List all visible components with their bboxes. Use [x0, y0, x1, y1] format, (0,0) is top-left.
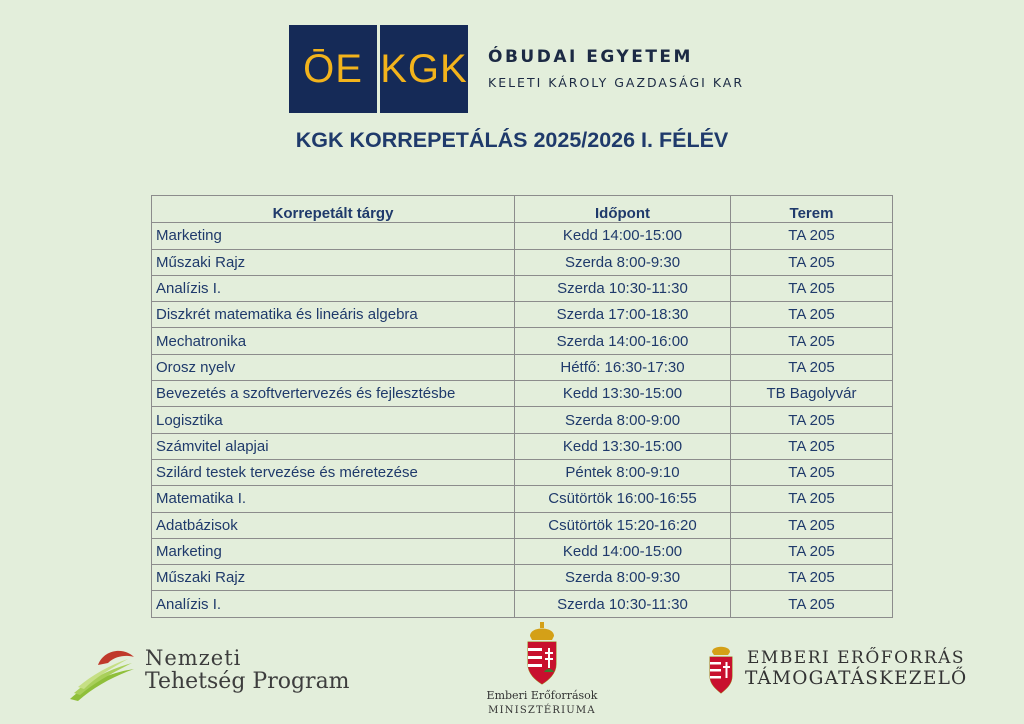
room-cell: TA 205	[731, 459, 893, 485]
time-cell: Kedd 13:30-15:00	[515, 381, 731, 407]
room-cell: TA 205	[731, 433, 893, 459]
table-row	[152, 381, 893, 407]
table-row	[152, 249, 893, 275]
university-name: ÓBUDAI EGYETEM	[488, 47, 693, 67]
room-cell: TA 205	[731, 486, 893, 512]
subject-cell: Műszaki Rajz	[152, 565, 515, 591]
column-header-room: Terem	[731, 196, 893, 223]
table-row	[152, 275, 893, 301]
eet-coat-of-arms-icon	[706, 642, 736, 696]
time-cell: Szerda 10:30-11:30	[515, 275, 731, 301]
subject-cell: Logisztika	[152, 407, 515, 433]
time-cell: Szerda 8:00-9:30	[515, 565, 731, 591]
subject-cell: Diszkrét matematika és lineáris algebra	[152, 302, 515, 328]
ministry-logo	[462, 622, 622, 722]
faculty-name: KELETI KÁROLY GAZDASÁGI KAR	[488, 75, 745, 90]
subject-cell: Analízis I.	[152, 591, 515, 617]
subject-cell: Műszaki Rajz	[152, 249, 515, 275]
kgk-logo-text: KGK	[380, 46, 468, 91]
coat-of-arms-icon	[522, 622, 562, 686]
subject-cell: Marketing	[152, 538, 515, 564]
table-row	[152, 565, 893, 591]
ntp-swoosh-icon	[68, 643, 143, 703]
room-cell: TA 205	[731, 591, 893, 617]
time-cell: Szerda 8:00-9:00	[515, 407, 731, 433]
room-cell: TA 205	[731, 302, 893, 328]
eet-line1: EMBERI ERŐFORRÁS	[747, 648, 966, 668]
ministry-line1: Emberi Erőforrások	[486, 689, 598, 702]
university-name-block	[488, 47, 744, 90]
room-cell: TA 205	[731, 328, 893, 354]
room-cell: TA 205	[731, 407, 893, 433]
subject-cell: Analízis I.	[152, 275, 515, 301]
page-title: KGK KORREPETÁLÁS 2025/2026 I. FÉLÉV	[295, 128, 729, 152]
column-header-time: Időpont	[515, 196, 731, 223]
kgk-logo	[380, 25, 468, 113]
table-row	[152, 591, 893, 617]
table-row	[152, 459, 893, 485]
subject-cell: Marketing	[152, 223, 515, 249]
time-cell: Szerda 14:00-16:00	[515, 328, 731, 354]
room-cell: TA 205	[731, 354, 893, 380]
table-row	[152, 512, 893, 538]
time-cell: Csütörtök 16:00-16:55	[515, 486, 731, 512]
room-cell: TA 205	[731, 512, 893, 538]
table-row	[152, 486, 893, 512]
eet-line2: TÁMOGATÁSKEZELŐ	[745, 668, 968, 689]
ntp-line1: Nemzeti	[145, 646, 242, 670]
room-cell: TB Bagolyvár	[731, 381, 893, 407]
table-row	[152, 407, 893, 433]
time-cell: Szerda 17:00-18:30	[515, 302, 731, 328]
time-cell: Szerda 8:00-9:30	[515, 249, 731, 275]
table-row	[152, 302, 893, 328]
ntp-line2: Tehetség Program	[145, 669, 350, 694]
subject-cell: Orosz nyelv	[152, 354, 515, 380]
subject-cell: Matematika I.	[152, 486, 515, 512]
oe-logo-text: ŌE	[303, 46, 363, 91]
schedule-table	[151, 195, 893, 618]
column-header-subject: Korrepetált tárgy	[152, 196, 515, 223]
subject-cell: Adatbázisok	[152, 512, 515, 538]
time-cell: Kedd 14:00-15:00	[515, 538, 731, 564]
time-cell: Kedd 14:00-15:00	[515, 223, 731, 249]
ntp-logo	[68, 643, 358, 703]
room-cell: TA 205	[731, 223, 893, 249]
table-row	[152, 354, 893, 380]
subject-cell: Mechatronika	[152, 328, 515, 354]
oe-logo	[289, 25, 377, 113]
table-body	[152, 223, 893, 617]
room-cell: TA 205	[731, 275, 893, 301]
table-row	[152, 538, 893, 564]
table-row	[152, 433, 893, 459]
room-cell: TA 205	[731, 538, 893, 564]
room-cell: TA 205	[731, 565, 893, 591]
subject-cell: Számvitel alapjai	[152, 433, 515, 459]
room-cell: TA 205	[731, 249, 893, 275]
time-cell: Csütörtök 15:20-16:20	[515, 512, 731, 538]
table-row	[152, 223, 893, 249]
eet-logo	[700, 640, 970, 700]
subject-cell: Szilárd testek tervezése és méretezése	[152, 459, 515, 485]
time-cell: Szerda 10:30-11:30	[515, 591, 731, 617]
table-header-row	[152, 196, 893, 223]
time-cell: Kedd 13:30-15:00	[515, 433, 731, 459]
table-row	[152, 328, 893, 354]
time-cell: Hétfő: 16:30-17:30	[515, 354, 731, 380]
time-cell: Péntek 8:00-9:10	[515, 459, 731, 485]
ministry-line2: MINISZTÉRIUMA	[488, 705, 596, 716]
subject-cell: Bevezetés a szoftvertervezés és fejlesztésbe	[152, 381, 515, 407]
